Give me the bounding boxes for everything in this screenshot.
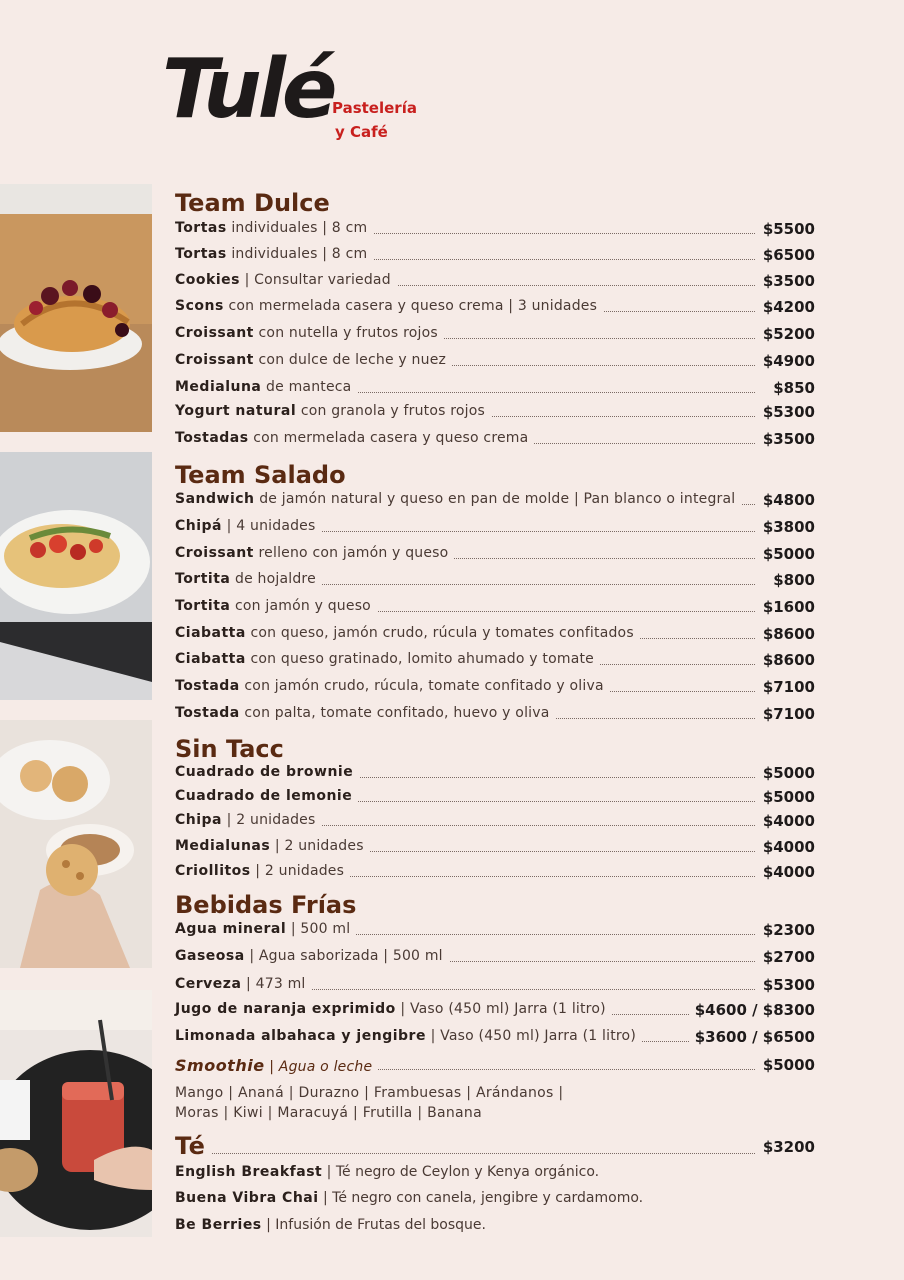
brand-tagline-line1: Pastelería: [332, 99, 417, 117]
tea-section-header: [175, 1132, 815, 1162]
section-title-dulce: Team Dulce: [175, 189, 330, 217]
tea-item: Be Berries | Infusión de Frutas del bosque.: [175, 1217, 486, 1233]
menu-item: Scons con mermelada casera y queso crema | 3 unidades $4200: [175, 298, 815, 316]
section-title-te: Té: [175, 1132, 211, 1160]
price: $4000: [757, 838, 815, 856]
price: $2300: [757, 921, 815, 939]
brand-tagline: [332, 96, 417, 144]
price: $5000: [757, 545, 815, 563]
menu-item: Tostadas con mermelada casera y queso crema $3500: [175, 430, 815, 448]
menu-item: Chipa | 2 unidades $4000: [175, 812, 815, 830]
price: $8600: [757, 651, 815, 669]
price: $3500: [757, 272, 815, 290]
section-title-sintacc: Sin Tacc: [175, 735, 284, 763]
smoothie-photo: [0, 990, 152, 1237]
menu-item: Ciabatta con queso, jamón crudo, rúcula y tomates confitados $8600: [175, 625, 815, 643]
menu-item: Tortas individuales | 8 cm $6500: [175, 246, 815, 264]
price: $8600: [757, 625, 815, 643]
menu-item: Tortita de hojaldre $800: [175, 571, 815, 589]
brand-logo: [162, 40, 422, 150]
price: $2700: [757, 948, 815, 966]
brand-tagline-line2: y Café: [335, 123, 388, 141]
price: $4200: [757, 298, 815, 316]
menu-item: Medialunas | 2 unidades $4000: [175, 838, 815, 856]
price: $4000: [757, 812, 815, 830]
menu-item: Gaseosa | Agua saborizada | 500 ml $2700: [175, 948, 815, 966]
menu-item: Yogurt natural con granola y frutos rojos $5300: [175, 403, 815, 421]
menu-item: Agua mineral | 500 ml $2300: [175, 921, 815, 939]
price: $4600 / $8300: [689, 1001, 815, 1019]
menu-item: Croissant con nutella y frutos rojos $5200: [175, 325, 815, 343]
menu-item: Sandwich de jamón natural y queso en pan de molde | Pan blanco o integral $4800: [175, 491, 815, 509]
price: $850: [767, 379, 815, 397]
price: $800: [767, 571, 815, 589]
menu-item: Jugo de naranja exprimido | Vaso (450 ml) Jarra (1 litro) $4600 / $8300: [175, 1001, 815, 1019]
smoothie-flavors: Mango | Ananá | Durazno | Frambuesas | Arándanos | Moras | Kiwi | Maracuyá | Frutilla | Banana: [175, 1085, 564, 1121]
menu-item: Cuadrado de brownie $5000: [175, 764, 815, 782]
menu-item: Tostada con jamón crudo, rúcula, tomate confitado y oliva $7100: [175, 678, 815, 696]
section-title-salado: Team Salado: [175, 461, 346, 489]
menu-item: Chipá | 4 unidades $3800: [175, 518, 815, 536]
price: $4800: [757, 491, 815, 509]
price: $4000: [757, 863, 815, 881]
menu-item: Croissant relleno con jamón y queso $5000: [175, 545, 815, 563]
tea-item: Buena Vibra Chai | Té negro con canela, jengibre y cardamomo.: [175, 1190, 644, 1206]
menu-item: Medialuna de manteca $850: [175, 379, 815, 397]
croissant-photo: [0, 184, 152, 432]
menu-item: Criollitos | 2 unidades $4000: [175, 863, 815, 881]
smoothie-item: Smoothie | Agua o leche $5000: [175, 1056, 815, 1075]
menu-item: Limonada albahaca y jengibre | Vaso (450 ml) Jarra (1 litro) $3600 / $6500: [175, 1028, 815, 1046]
price: $3600 / $6500: [689, 1028, 815, 1046]
tea-item: English Breakfast | Té negro de Ceylon y Kenya orgánico.: [175, 1164, 600, 1180]
menu-item: Croissant con dulce de leche y nuez $4900: [175, 352, 815, 370]
menu-item: Tortita con jamón y queso $1600: [175, 598, 815, 616]
price: $1600: [757, 598, 815, 616]
toast-photo: [0, 452, 152, 700]
price: $5000: [757, 1056, 815, 1074]
price: $5000: [757, 764, 815, 782]
price: $6500: [757, 246, 815, 264]
price: $5500: [757, 220, 815, 238]
menu-item: Tortas individuales | 8 cm $5500: [175, 220, 815, 238]
price: $5200: [757, 325, 815, 343]
price: $5000: [757, 788, 815, 806]
price: $4900: [757, 352, 815, 370]
price: $3200: [757, 1138, 815, 1156]
price: $5300: [757, 976, 815, 994]
brand-name: Tulé: [162, 42, 334, 137]
menu-item: Cuadrado de lemonie $5000: [175, 788, 815, 806]
price: $7100: [757, 705, 815, 723]
menu-item: Cerveza | 473 ml $5300: [175, 976, 815, 994]
chipa-photo: [0, 720, 152, 968]
price: $3800: [757, 518, 815, 536]
menu-item: Tostada con palta, tomate confitado, huevo y oliva $7100: [175, 705, 815, 723]
section-title-bebidas: Bebidas Frías: [175, 891, 357, 919]
price: $3500: [757, 430, 815, 448]
menu-item: Ciabatta con queso gratinado, lomito ahumado y tomate $8600: [175, 651, 815, 669]
price: $7100: [757, 678, 815, 696]
menu-item: Cookies | Consultar variedad $3500: [175, 272, 815, 290]
price: $5300: [757, 403, 815, 421]
